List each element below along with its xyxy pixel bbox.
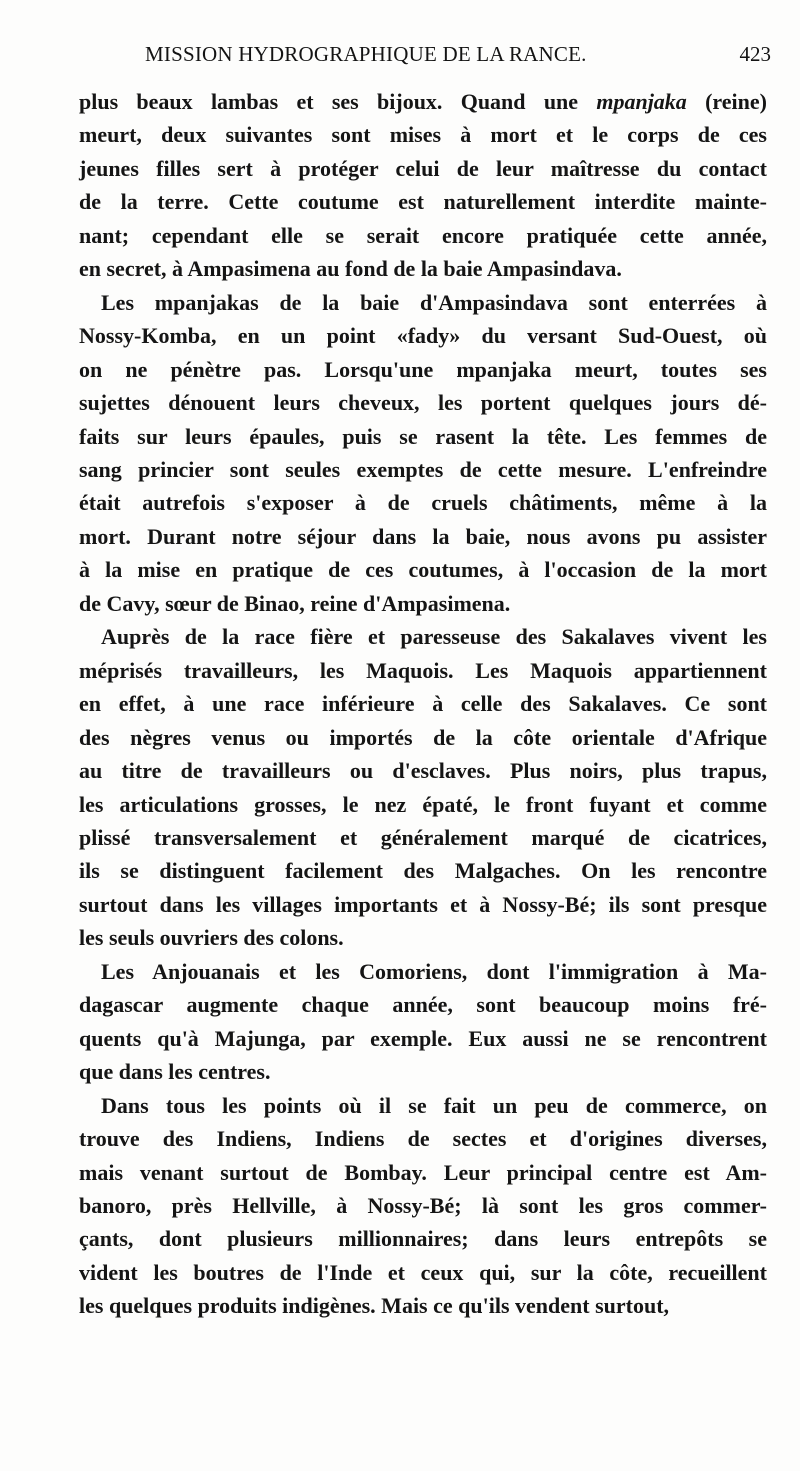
text-segment: çants, dont plusieurs millionnaires; dans leurs entrepôts se [79, 1226, 767, 1252]
paragraph [57, 1089, 767, 1323]
text-line [57, 1089, 767, 1122]
text-segment: nant; cependant elle se serait encore pratiquée cette année, [79, 222, 767, 248]
text-segment: en secret, à Ampasimena au fond de la baie Ampasindava. [79, 256, 622, 282]
text-segment: à la mise en pratique de ces coutumes, à l'occasion de la mort [79, 557, 767, 583]
text-line [57, 185, 767, 218]
text-segment: ils se distinguent facilement des Malgaches. On les rencontre [79, 858, 767, 884]
text-segment: trouve des Indiens, Indiens de sectes et d'origines diverses, [79, 1126, 767, 1152]
text-segment: au titre de travailleurs ou d'esclaves. Plus noirs, plus trapus, [79, 758, 767, 784]
text-line [57, 553, 767, 586]
text-line [57, 219, 767, 252]
text-segment: en effet, à une race inférieure à celle des Sakalaves. Ce sont [79, 691, 767, 717]
paragraph [57, 620, 767, 955]
text-segment: méprisés travailleurs, les Maquois. Les Maquois appartiennent [79, 657, 767, 683]
text-segment: des nègres venus ou importés de la côte orientale d'Afrique [79, 724, 767, 750]
text-line [57, 1055, 767, 1088]
text-line [57, 486, 767, 519]
text-line [57, 721, 767, 754]
text-line [57, 1289, 767, 1322]
body-text [57, 85, 767, 1323]
paragraph [57, 85, 767, 286]
text-segment: surtout dans les villages importants et à Nossy-Bé; ils sont presque [79, 891, 767, 917]
text-segment: meurt, deux suivantes sont mises à mort et le corps de ces [79, 122, 767, 148]
text-segment: Nossy-Komba, en un point «fady» du versant Sud-Ouest, où [79, 323, 767, 349]
text-line [57, 1022, 767, 1055]
text-segment: (reine) [686, 89, 767, 114]
text-segment: était autrefois s'exposer à de cruels châtiments, même à la [79, 490, 767, 516]
text-line [57, 520, 767, 553]
text-segment: sujettes dénouent leurs cheveux, les portent quelques jours dé- [79, 390, 767, 416]
text-line [57, 955, 767, 988]
text-segment: Auprès de la race fière et paresseuse des Sakalaves vivent les [101, 624, 767, 650]
text-line [57, 1256, 767, 1289]
text-segment: quents qu'à Majunga, par exemple. Eux aussi ne se rencontrent [79, 1025, 767, 1051]
text-segment: Les Anjouanais et les Comoriens, dont l'immigration à Ma- [101, 958, 767, 984]
text-line [57, 1189, 767, 1222]
text-segment: mais venant surtout de Bombay. Leur principal centre est Am- [79, 1159, 767, 1185]
text-segment: plus beaux lambas et ses bijoux. Quand une [79, 89, 597, 114]
text-segment: on ne pénètre pas. Lorsqu'une mpanjaka meurt, toutes ses [79, 356, 767, 382]
paragraph [57, 955, 767, 1089]
text-line [57, 453, 767, 486]
text-segment: de Cavy, sœur de Binao, reine d'Ampasimena. [79, 590, 511, 616]
text-line [57, 1156, 767, 1189]
text-segment: les articulations grosses, le nez épaté, le front fuyant et comme [79, 791, 767, 817]
text-line [57, 788, 767, 821]
text-segment: faits sur leurs épaules, puis se rasent la tête. Les femmes de [79, 423, 767, 449]
text-line [57, 85, 767, 118]
text-segment: banoro, près Hellville, à Nossy-Bé; là sont les gros commer- [79, 1192, 767, 1218]
text-segment: plissé transversalement et généralement marqué de cicatrices, [79, 824, 767, 850]
running-head [55, 42, 771, 78]
text-segment: les quelques produits indigènes. Mais ce qu'ils vendent surtout, [79, 1293, 670, 1319]
text-line [57, 587, 767, 620]
text-segment: que dans les centres. [79, 1059, 271, 1085]
text-line [57, 854, 767, 887]
text-line [57, 988, 767, 1021]
text-line [57, 252, 767, 285]
text-segment: sang princier sont seules exemptes de cette mesure. L'enfreindre [79, 456, 767, 482]
text-line [57, 319, 767, 352]
text-line [57, 386, 767, 419]
text-segment: dagascar augmente chaque année, sont beaucoup moins fré- [79, 992, 767, 1018]
text-line [57, 687, 767, 720]
text-line [57, 1122, 767, 1155]
text-line [57, 888, 767, 921]
text-line [57, 353, 767, 386]
text-line [57, 420, 767, 453]
paragraph [57, 286, 767, 621]
text-line [57, 1222, 767, 1255]
text-line [57, 286, 767, 319]
text-segment: vident les boutres de l'Inde et ceux qui, sur la côte, recueillent [79, 1259, 767, 1285]
text-segment: Les mpanjakas de la baie d'Ampasindava sont enterrées à [101, 289, 767, 315]
text-segment: mort. Durant notre séjour dans la baie, nous avons pu assister [79, 523, 767, 549]
text-segment: de la terre. Cette coutume est naturellement interdite mainte- [79, 189, 767, 215]
text-line [57, 152, 767, 185]
text-line [57, 118, 767, 151]
page-number: 423 [739, 42, 771, 66]
text-segment: Dans tous les points où il se fait un peu de commerce, on [101, 1092, 767, 1118]
text-line [57, 821, 767, 854]
text-segment: jeunes filles sert à protéger celui de leur maîtresse du contact [79, 155, 767, 181]
text-line [57, 921, 767, 954]
running-title: MISSION HYDROGRAPHIQUE DE LA RANCE. [145, 42, 587, 66]
text-line [57, 754, 767, 787]
text-segment: les seuls ouvriers des colons. [79, 925, 344, 951]
text-line [57, 654, 767, 687]
text-line [57, 620, 767, 653]
italic-term: mpanjaka [596, 89, 687, 114]
